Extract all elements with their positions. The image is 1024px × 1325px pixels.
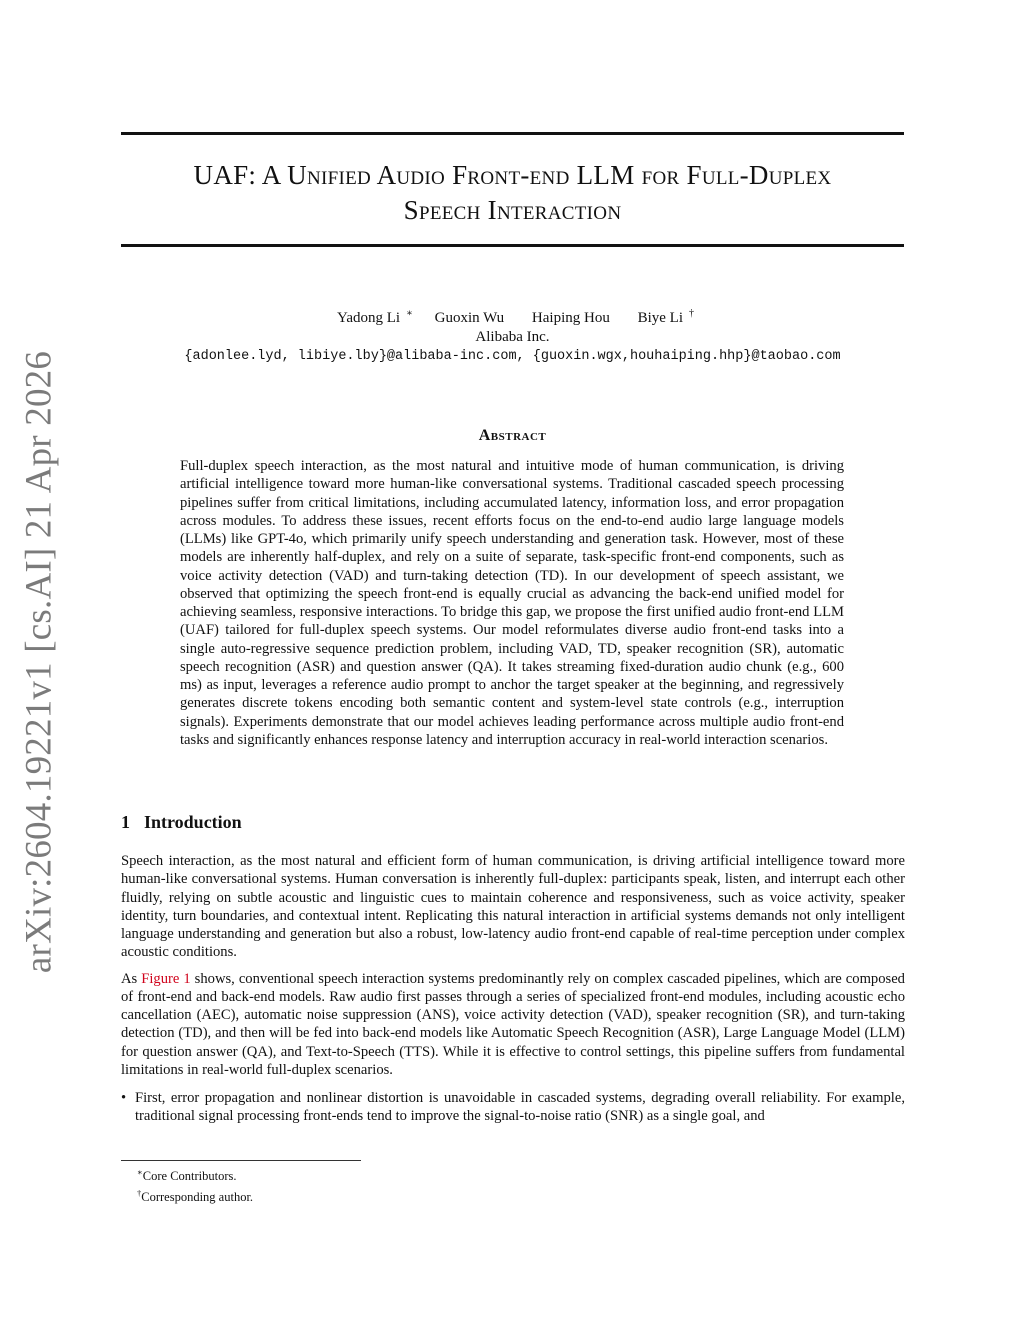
- list-item-text: First, error propagation and nonlinear distortion is unavoidable in cascaded systems, degrading overall reliability. For example, traditional signal processing front-ends tend to improve the signal-to-noise ratio (SNR) as a single goal, and: [135, 1090, 905, 1125]
- bullet-icon: •: [121, 1090, 127, 1106]
- paragraph-text: As: [121, 970, 138, 987]
- abstract-heading: Abstract: [478, 427, 547, 444]
- title-rule-top: [121, 132, 904, 135]
- title-line-1: UAF: A Unified Audio Front-end LLM for Full-Duplex: [193, 160, 832, 190]
- author-name: Haiping Hou: [531, 310, 610, 326]
- section-title: Introduction: [144, 812, 242, 832]
- footnote-mark: ∗: [137, 1167, 143, 1177]
- arxiv-identifier: arXiv:2604.19221v1 [cs.AI] 21 Apr 2026: [18, 350, 60, 974]
- footnote-divider: [121, 1160, 361, 1161]
- author-name: Guoxin Wu: [434, 310, 505, 326]
- author-name: Biye Li: [637, 310, 683, 326]
- section-number: 1: [121, 812, 130, 832]
- abstract-text: Full-duplex speech interaction, as the most natural and intuitive mode of human communication, is driving artificial intelligence toward more human-like conversational systems. Traditional cascaded speech processing pipelines suffer from critical limitations, including accumulated latency, information loss, and error propagation across modules. To address these issues, recent efforts focus on the end-to-end audio large language models (LLMs) like GPT-4o, which primarily unify speech understanding and generation task. However, most of these models are inherently half-duplex, and rely on a suite of separate, task-specific front-end components, such as voice activity detection (VAD) and turn-taking detection (TD). In our development of speech assistant, we observed that optimizing the speech front-end is equally crucial as advancing the back-end unified model for achieving seamless, responsive interactions. To bridge this gap, we propose the first unified audio front-end LLM (UAF) tailored for full-duplex speech systems. Our model reformulates diverse audio front-end tasks into a single auto-regressive sequence prediction problem, including VAD, TD, speaker recognition (SR), automatic speech recognition (ASR) and question answer (QA). It takes streaming fixed-duration audio chunk (e.g., 600 ms) as input, leverages a reference audio prompt to anchor the target speaker at the beginning, and regressively generates discrete tokens encoding both semantic content and system-level state controls (e.g., interruption signals). Experiments demonstrate that our model achieves leading performance across multiple audio front-end tasks and significantly enhances response latency and interruption accuracy in real-world interaction scenarios.: [180, 458, 844, 748]
- author: [632, 310, 694, 326]
- author-names: [121, 304, 904, 328]
- paragraph: [121, 970, 905, 1080]
- paragraph: Speech interaction, as the most natural and efficient form of human communication, is driving artificial intelligence toward more human-like conversational systems. Human conversation is inherently full-duplex: participants speak, listen, and interrupt each other fluidly, relying on subtle acoustic and linguistic cues to maintain coherence and responsiveness, such as voice activity, speaker identity, turn boundaries, and contextual intent. Replicating this natural interaction in artificial systems demands not only intelligent language understanding and generation but also a robust, low-latency audio front-end capable of real-time perception under complex acoustic conditions.: [121, 853, 905, 961]
- author: [429, 310, 511, 326]
- title-rule-bottom: [121, 244, 904, 247]
- footnote-text: Core Contributors.: [142, 1169, 237, 1184]
- paper-title: [121, 158, 904, 228]
- title-line-2: Speech Interaction: [403, 195, 622, 225]
- introduction-body: [121, 852, 905, 1126]
- author-name: Yadong Li: [336, 310, 401, 326]
- list-item: [121, 1089, 905, 1126]
- author: [331, 310, 413, 326]
- author-emails: {adonlee.lyd, libiye.lby}@alibaba-inc.com, {guoxin.wgx,houhaiping.hhp}@taobao.com: [184, 349, 841, 364]
- paragraph-text: shows, conventional speech interaction systems predominantly rely on complex cascaded pipelines, which are composed of front-end and back-end models. Raw audio first passes through a series of specialized front-end modules, including acoustic echo cancellation (AEC), automatic noise suppression (ANS), voice activity detection (VAD), speaker recognition (SR), and turn-taking detection (TD), and then will be fed into back-end models like Automatic Speech Recognition (ASR), Large Language Model (LLM) for question answer (QA), and Text-to-Speech (TTS). While it is effective to control settings, this pipeline suffers from fundamental limitations in real-world full-duplex scenarios.: [121, 970, 905, 1078]
- footnote: [137, 1185, 253, 1206]
- footnotes: [137, 1164, 253, 1206]
- affiliation: Alibaba Inc.: [475, 329, 550, 345]
- section-heading: [121, 812, 242, 833]
- author-block: [121, 304, 904, 366]
- author: [526, 310, 616, 326]
- footnote-mark: †: [137, 1188, 142, 1199]
- figure-link[interactable]: Figure 1: [141, 970, 191, 987]
- author-mark: †: [689, 308, 694, 319]
- footnote: [137, 1164, 253, 1185]
- bullet-list: [121, 1089, 905, 1126]
- footnote-text: Corresponding author.: [141, 1190, 254, 1205]
- author-mark: ∗: [406, 308, 413, 319]
